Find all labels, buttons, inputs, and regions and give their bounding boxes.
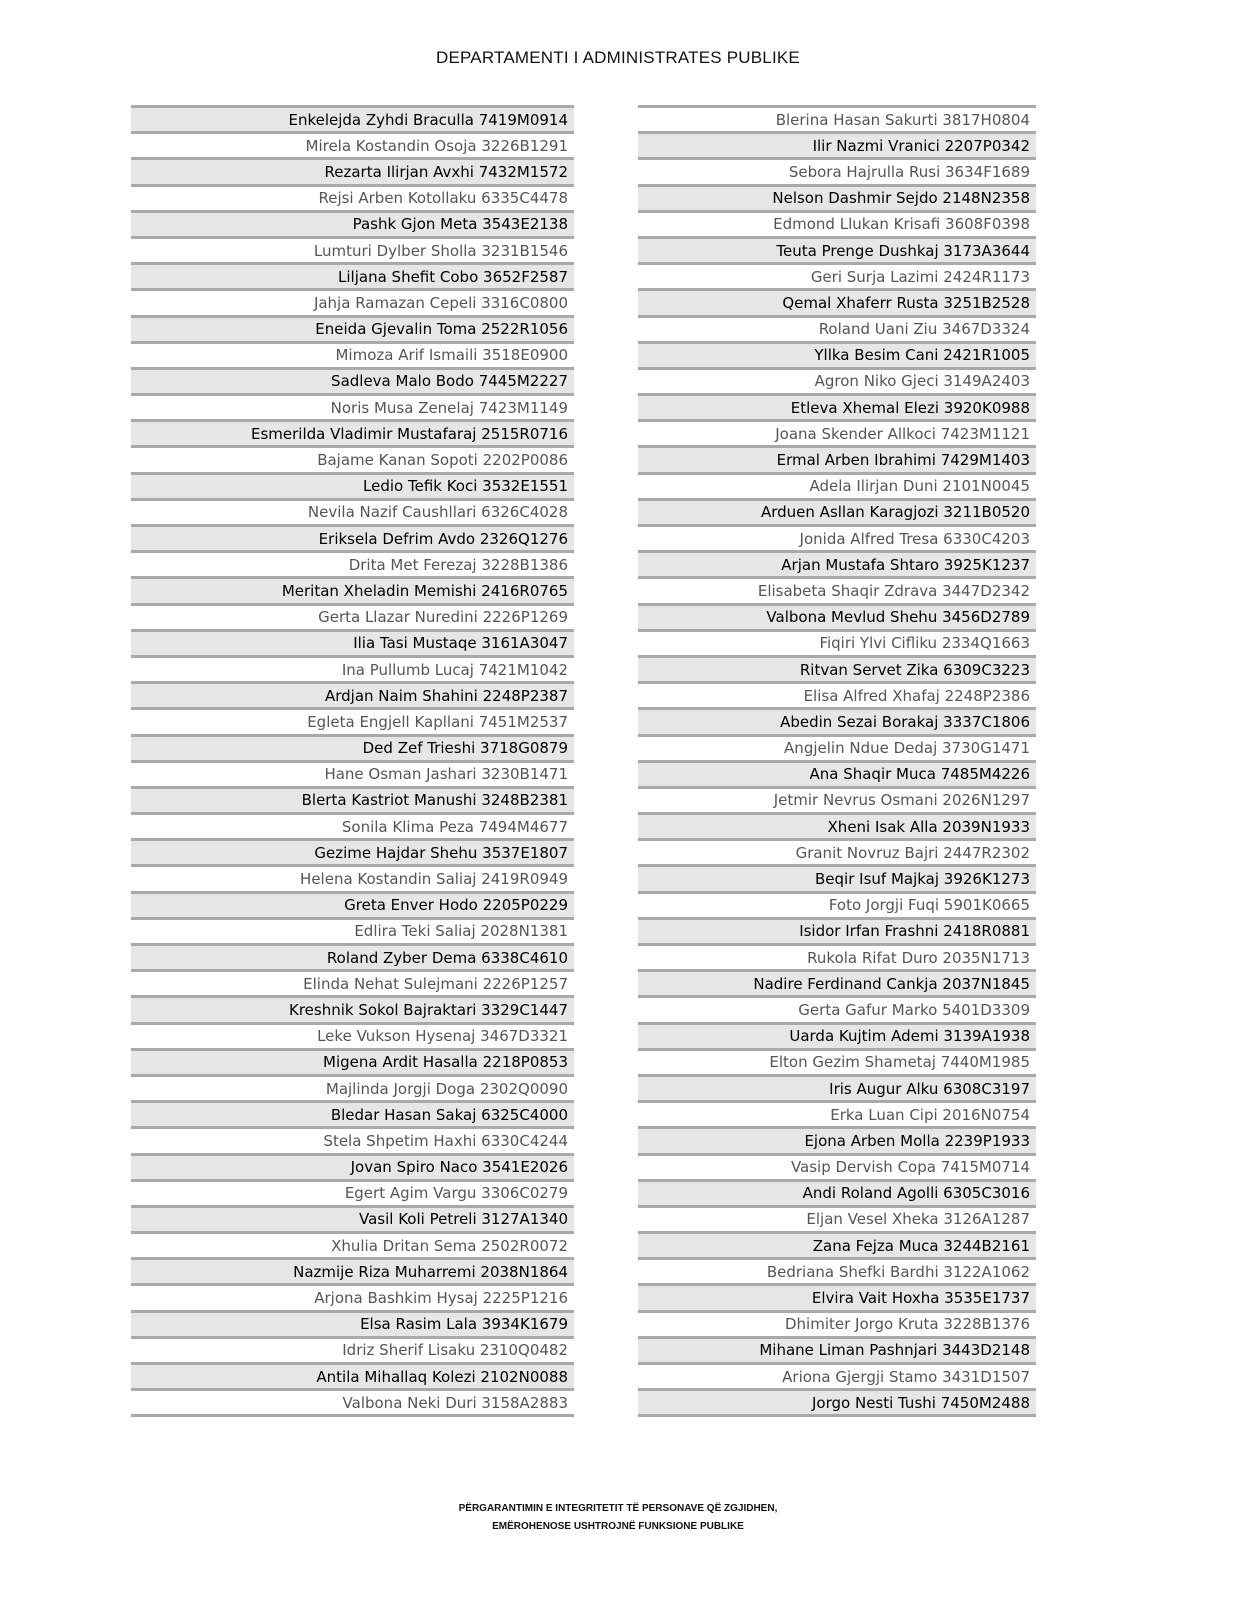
list-item: Ina Pullumb Lucaj 7421M1042 [131,655,574,681]
list-item: Abedin Sezai Borakaj 3337C1806 [638,707,1036,733]
list-item: Bedriana Shefki Bardhi 3122A1062 [638,1257,1036,1283]
list-item: Etleva Xhemal Elezi 3920K0988 [638,393,1036,419]
list-item: Nazmije Riza Muharremi 2038N1864 [131,1257,574,1283]
list-item: Geri Surja Lazimi 2424R1173 [638,262,1036,288]
list-item: Antila Mihallaq Kolezi 2102N0088 [131,1362,574,1388]
list-item: Gerta Llazar Nuredini 2226P1269 [131,603,574,629]
list-item: Ilia Tasi Mustaqe 3161A3047 [131,629,574,655]
list-item: Dhimiter Jorgo Kruta 3228B1376 [638,1310,1036,1336]
list-item: Drita Met Ferezaj 3228B1386 [131,550,574,576]
list-item: Nelson Dashmir Sejdo 2148N2358 [638,184,1036,210]
list-item: Arjan Mustafa Shtaro 3925K1237 [638,550,1036,576]
list-item: Vasil Koli Petreli 3127A1340 [131,1205,574,1231]
footer-line-1: PËRGARANTIMIN E INTEGRITETIT TË PERSONAVE QË ZGJIDHEN, [458,1503,778,1514]
list-item: Eneida Gjevalin Toma 2522R1056 [131,315,574,341]
list-item: Xheni Isak Alla 2039N1933 [638,812,1036,838]
list-item: Angjelin Ndue Dedaj 3730G1471 [638,734,1036,760]
list-item: Helena Kostandin Saliaj 2419R0949 [131,864,574,890]
list-item: Pashk Gjon Meta 3543E2138 [131,210,574,236]
list-item: Qemal Xhaferr Rusta 3251B2528 [638,288,1036,314]
list-item: Mirela Kostandin Osoja 3226B1291 [131,131,574,157]
list-item: Mihane Liman Pashnjari 3443D2148 [638,1336,1036,1362]
list-item: Ana Shaqir Muca 7485M4226 [638,760,1036,786]
list-item: Noris Musa Zenelaj 7423M1149 [131,393,574,419]
list-item: Sebora Hajrulla Rusi 3634F1689 [638,157,1036,183]
list-item: Elisa Alfred Xhafaj 2248P2386 [638,681,1036,707]
list-item: Bajame Kanan Sopoti 2202P0086 [131,445,574,471]
list-item: Elinda Nehat Sulejmani 2226P1257 [131,969,574,995]
list-item: Erka Luan Cipi 2016N0754 [638,1100,1036,1126]
list-item: Xhulia Dritan Sema 2502R0072 [131,1231,574,1257]
list-item: Migena Ardit Hasalla 2218P0853 [131,1048,574,1074]
list-item: Ded Zef Trieshi 3718G0879 [131,734,574,760]
list-item: Zana Fejza Muca 3244B2161 [638,1231,1036,1257]
list-item: Lumturi Dylber Sholla 3231B1546 [131,236,574,262]
list-item: Rejsi Arben Kotollaku 6335C4478 [131,184,574,210]
list-item: Andi Roland Agolli 6305C3016 [638,1179,1036,1205]
list-item: Bledar Hasan Sakaj 6325C4000 [131,1100,574,1126]
list-item: Esmerilda Vladimir Mustafaraj 2515R0716 [131,419,574,445]
list-item: Nadire Ferdinand Cankja 2037N1845 [638,969,1036,995]
list-item: Jahja Ramazan Cepeli 3316C0800 [131,288,574,314]
footer-line-2: EMËROHENOSE USHTROJNË FUNKSIONE PUBLIKE [492,1521,744,1532]
list-item: Edmond Llukan Krisafi 3608F0398 [638,210,1036,236]
list-item: Gerta Gafur Marko 5401D3309 [638,995,1036,1021]
list-item: Greta Enver Hodo 2205P0229 [131,891,574,917]
list-item: Jonida Alfred Tresa 6330C4203 [638,524,1036,550]
list-item: Ardjan Naim Shahini 2248P2387 [131,681,574,707]
footer [0,1500,1236,1536]
page-title: DEPARTAMENTI I ADMINISTRATES PUBLIKE [436,48,800,67]
list-item: Ritvan Servet Zika 6309C3223 [638,655,1036,681]
list-item: Elvira Vait Hoxha 3535E1737 [638,1283,1036,1309]
list-item: Jovan Spiro Naco 3541E2026 [131,1153,574,1179]
list-item: Egleta Engjell Kapllani 7451M2537 [131,707,574,733]
list-item: Fiqiri Ylvi Cifliku 2334Q1663 [638,629,1036,655]
list-item: Eljan Vesel Xheka 3126A1287 [638,1205,1036,1231]
list-item: Leke Vukson Hysenaj 3467D3321 [131,1022,574,1048]
list-item: Arjona Bashkim Hysaj 2225P1216 [131,1283,574,1309]
list-item: Idriz Sherif Lisaku 2310Q0482 [131,1336,574,1362]
list-item: Hane Osman Jashari 3230B1471 [131,760,574,786]
list-item: Mimoza Arif Ismaili 3518E0900 [131,341,574,367]
list-item: Majlinda Jorgji Doga 2302Q0090 [131,1074,574,1100]
list-item: Agron Niko Gjeci 3149A2403 [638,367,1036,393]
list-item: Rukola Rifat Duro 2035N1713 [638,943,1036,969]
list-item: Stela Shpetim Haxhi 6330C4244 [131,1126,574,1152]
list-item: Valbona Mevlud Shehu 3456D2789 [638,603,1036,629]
list-item: Joana Skender Allkoci 7423M1121 [638,419,1036,445]
list-item: Uarda Kujtim Ademi 3139A1938 [638,1022,1036,1048]
left-name-list [131,105,574,1417]
list-item: Teuta Prenge Dushkaj 3173A3644 [638,236,1036,262]
column-bottom-rule [638,1414,1036,1417]
right-name-list [638,105,1036,1417]
list-item: Elisabeta Shaqir Zdrava 3447D2342 [638,576,1036,602]
list-item: Ejona Arben Molla 2239P1933 [638,1126,1036,1152]
list-item: Elton Gezim Shametaj 7440M1985 [638,1048,1036,1074]
list-item: Granit Novruz Bajri 2447R2302 [638,838,1036,864]
list-item: Arduen Asllan Karagjozi 3211B0520 [638,498,1036,524]
column-bottom-rule [131,1414,574,1417]
list-item: Nevila Nazif Caushllari 6326C4028 [131,498,574,524]
list-item: Roland Zyber Dema 6338C4610 [131,943,574,969]
list-item: Rezarta Ilirjan Avxhi 7432M1572 [131,157,574,183]
list-item: Kreshnik Sokol Bajraktari 3329C1447 [131,995,574,1021]
list-item: Blerta Kastriot Manushi 3248B2381 [131,786,574,812]
list-item: Roland Uani Ziu 3467D3324 [638,315,1036,341]
list-item: Elsa Rasim Lala 3934K1679 [131,1310,574,1336]
list-item: Isidor Irfan Frashni 2418R0881 [638,917,1036,943]
list-item: Ariona Gjergji Stamo 3431D1507 [638,1362,1036,1388]
list-item: Jetmir Nevrus Osmani 2026N1297 [638,786,1036,812]
list-item: Ledio Tefik Koci 3532E1551 [131,472,574,498]
list-item: Sadleva Malo Bodo 7445M2227 [131,367,574,393]
list-item: Foto Jorgji Fuqi 5901K0665 [638,891,1036,917]
list-item: Gezime Hajdar Shehu 3537E1807 [131,838,574,864]
list-item: Vasip Dervish Copa 7415M0714 [638,1153,1036,1179]
list-item: Ilir Nazmi Vranici 2207P0342 [638,131,1036,157]
list-item: Valbona Neki Duri 3158A2883 [131,1388,574,1414]
list-item: Jorgo Nesti Tushi 7450M2488 [638,1388,1036,1414]
list-item: Liljana Shefit Cobo 3652F2587 [131,262,574,288]
list-item: Eriksela Defrim Avdo 2326Q1276 [131,524,574,550]
list-item: Adela Ilirjan Duni 2101N0045 [638,472,1036,498]
list-item: Enkelejda Zyhdi Braculla 7419M0914 [131,105,574,131]
list-item: Edlira Teki Saliaj 2028N1381 [131,917,574,943]
list-item: Beqir Isuf Majkaj 3926K1273 [638,864,1036,890]
list-item: Blerina Hasan Sakurti 3817H0804 [638,105,1036,131]
list-item: Iris Augur Alku 6308C3197 [638,1074,1036,1100]
list-item: Yllka Besim Cani 2421R1005 [638,341,1036,367]
list-item: Ermal Arben Ibrahimi 7429M1403 [638,445,1036,471]
list-item: Meritan Xheladin Memishi 2416R0765 [131,576,574,602]
list-item: Sonila Klima Peza 7494M4677 [131,812,574,838]
list-item: Egert Agim Vargu 3306C0279 [131,1179,574,1205]
